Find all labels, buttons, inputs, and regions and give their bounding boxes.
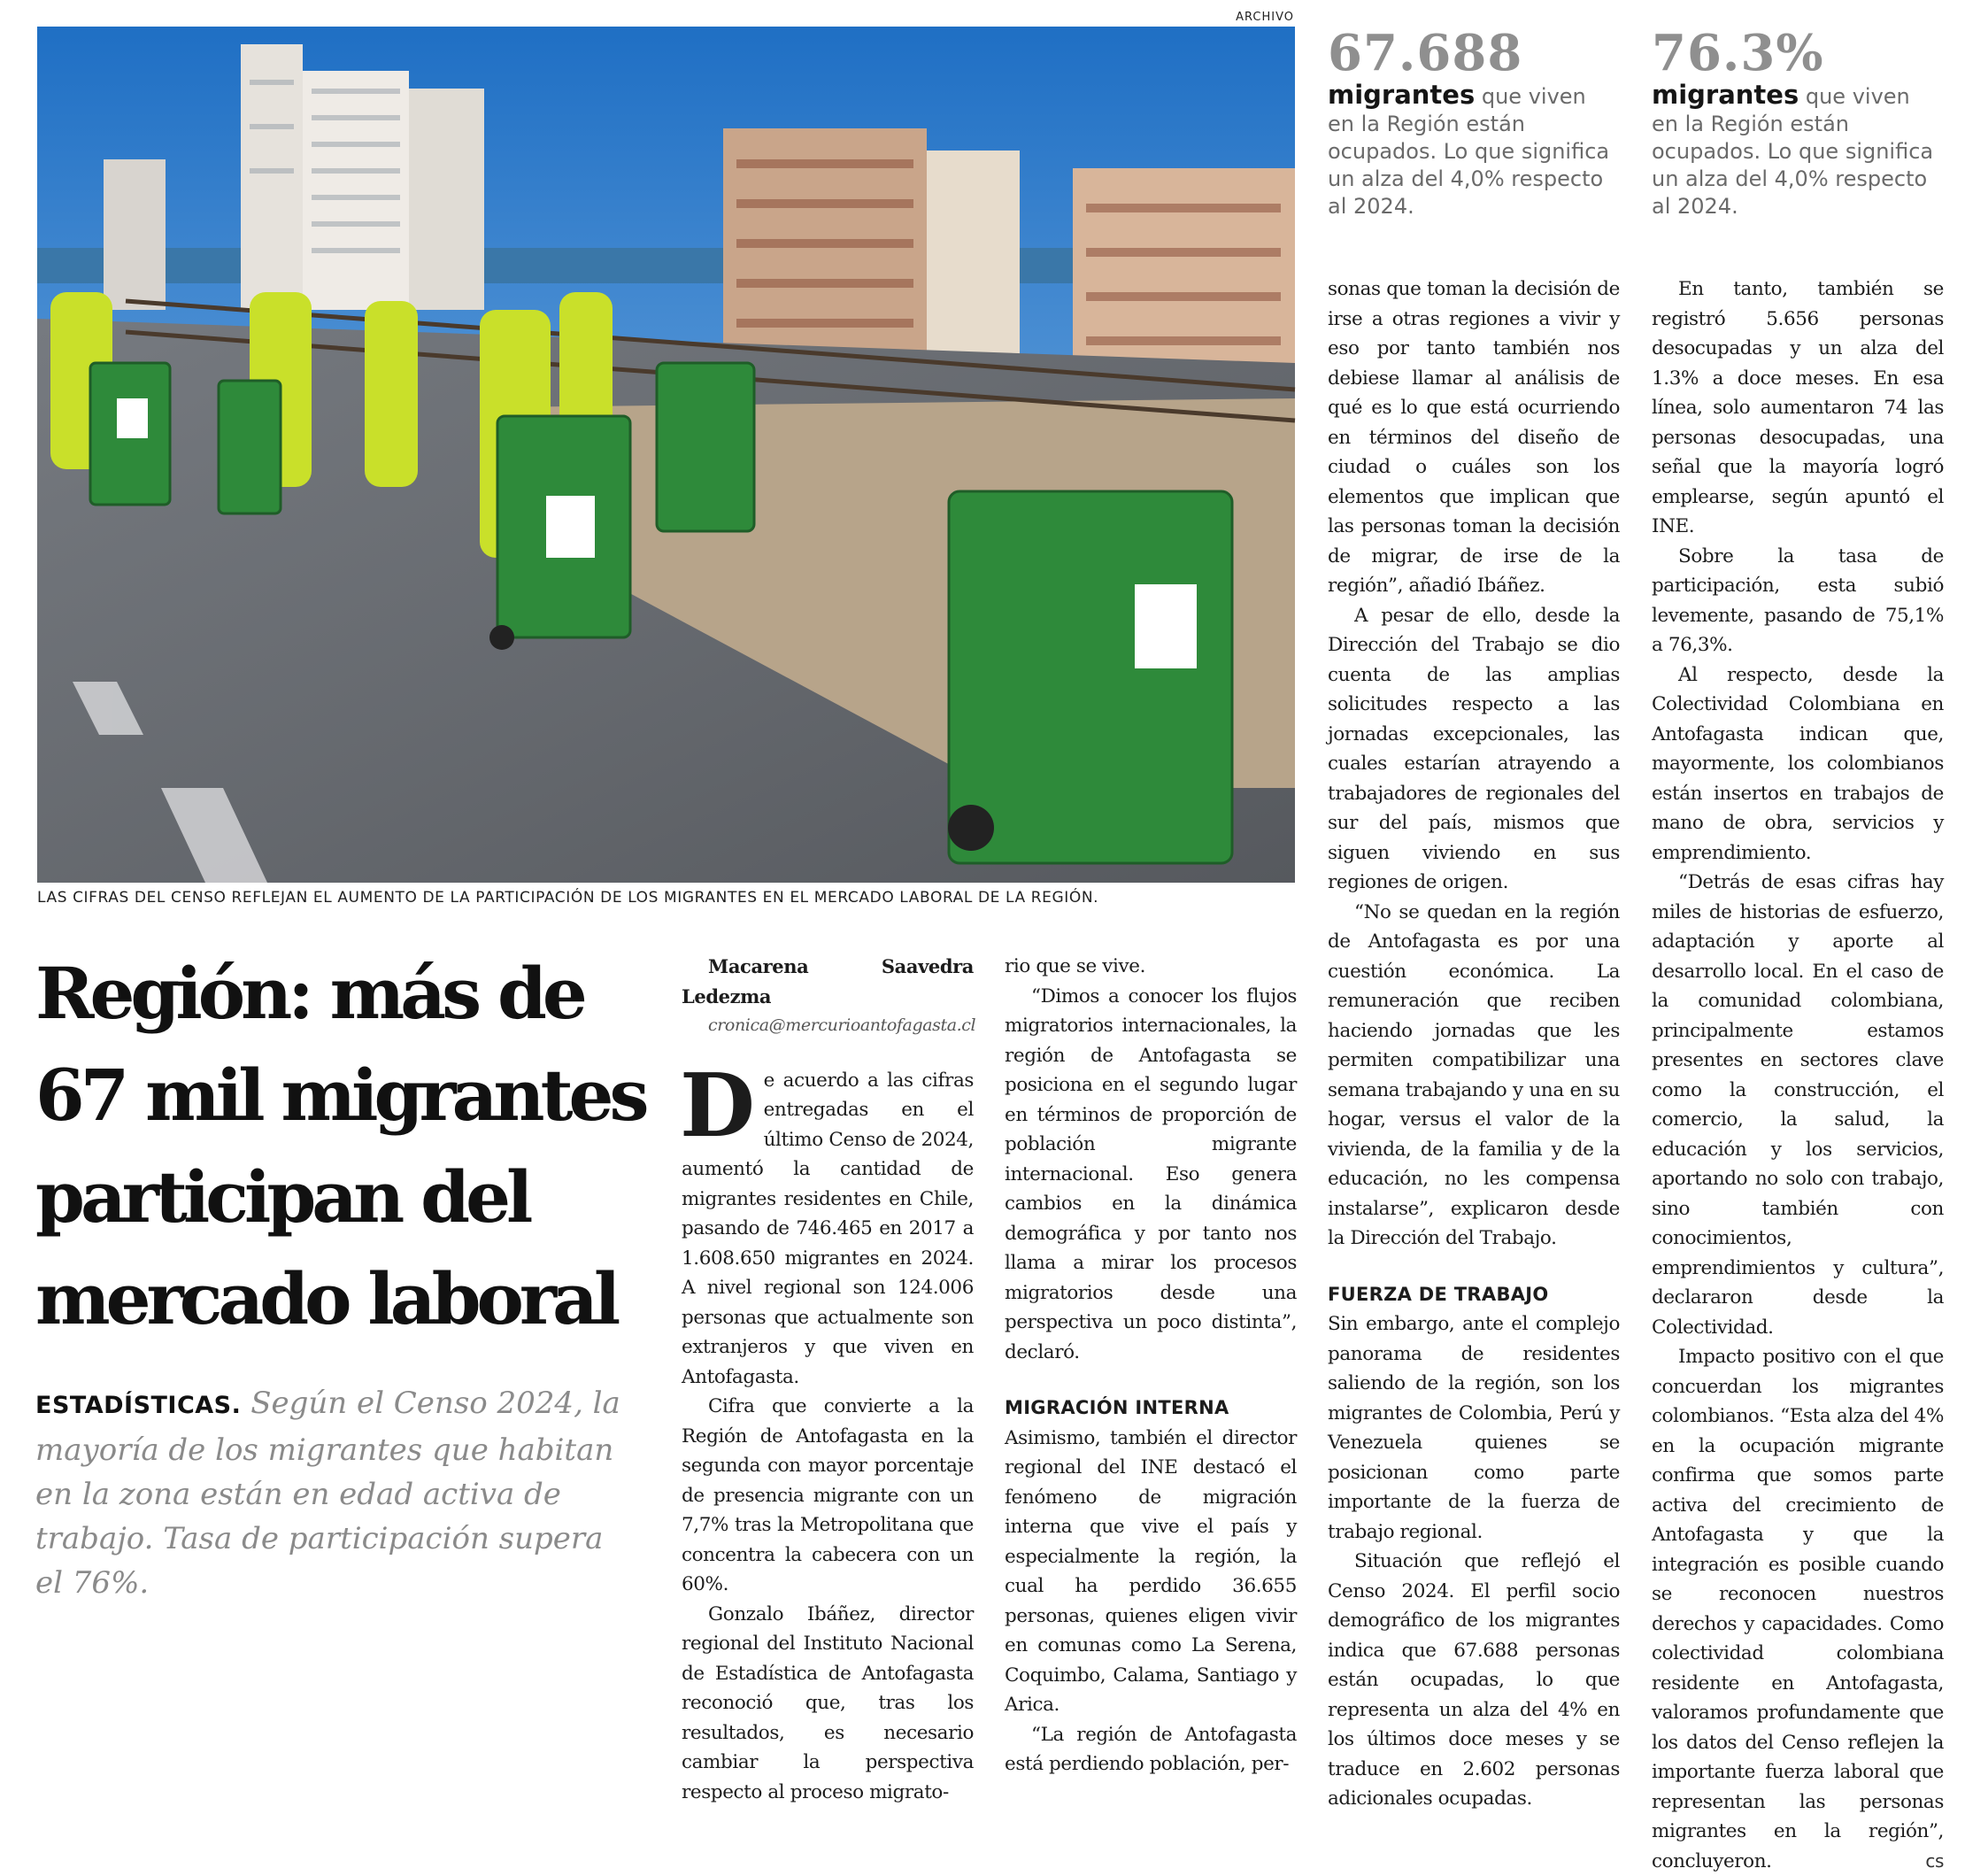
article-column-1: Macarena Saavedra Ledezma cronica@mercurioantofagasta.cl De acuerdo a las cifras entregadas en el último Censo de 2024, aumentó la cantidad de migrantes residentes en Chile, pasando de 746.465 en 2017 a 1.608.650 migrantes en 2024. A nivel regional son 124.006 personas que actualmente son extranjeros y que viven en Antofagasta. Cifra que convierte a la Región de Antofagasta en la segunda con mayor porcentaje de presencia migrante con un 7,7% tras la Metropolitana que concentra la cabecera con un 60%. Gonzalo Ibáñez, director regional del Instituto Nacional de Estadística de Antofagasta reconoció que, tras los resultados, es necesario cambiar la perspectiva respecto al proceso migrato- <box>682 952 974 1807</box>
headline: Región: más de 67 mil migrantes participan del mercado laboral <box>35 943 655 1350</box>
article-column-3: sonas que toman la decisión de irse a otras regiones a vivir y eso por tanto también nos debiese llamar al análisis de qué es lo que está ocurriendo en términos del diseño de ciudad o cuáles son los elementos que implican que las personas toman la decisión de migrar, de irse de la región”, añadió Ibáñez. A pesar de ello, desde la Dirección del Trabajo se dio cuenta de las amplias solicitudes respecto a las jornadas excepcionales, las cuales estarían atrayendo a trabajadores de regionales del sur del país, mismos que siguen viviendo en sus regiones de origen. “No se quedan en la región de Antofagasta es por una cuestión económica. La remuneración que reciben haciendo jornadas que les permiten compatibilizar una semana trabajando y una en su hogar, versus el valor de la vivienda, de la familia y de la educación, no les compensa instalarse”, explicaron desde la Dirección del Trabajo. FUERZA DE TRABAJO Sin embargo, ante el complejo panorama de residentes saliendo de la región, son los migrantes de Colombia, Perú y Venezuela quienes se posicionan como parte importante de la fuerza de trabajo regional. Situación que reflejó el Censo 2024. El perfil socio demográfico de los migrantes indica que 67.688 personas están ocupadas, lo que representa un alza del 4% en los últimos doce meses y se traduce en 2.602 personas adicionales ocupadas. <box>1328 274 1620 1814</box>
author-byline: Macarena Saavedra Ledezma <box>682 952 974 1011</box>
stat-number: 67.688 <box>1328 25 1611 81</box>
stat-box-participacion <box>1652 25 1935 220</box>
news-photo <box>37 27 1295 883</box>
lead-kicker: ESTADÍSTICAS. <box>35 1392 241 1419</box>
stat-text: migrantes que viven en la Región están ocupados. Lo que significa un alza del 4,0% respecto al 2024. <box>1652 81 1935 220</box>
lead-paragraph <box>35 1381 637 1605</box>
lead-text: Según el Censo 2024, la mayoría de los migrantes que habitan en la zona están en edad activa de trabajo. Tasa de participación supera el 76%. <box>35 1386 620 1601</box>
photo-illustration <box>37 27 1295 883</box>
photo-caption: LAS CIFRAS DEL CENSO REFLEJAN EL AUMENTO DE LA PARTICIPACIÓN DE LOS MIGRANTES EN EL MERCADO LABORAL DE LA REGIÓN. <box>37 889 1295 907</box>
subhead-fuerza-trabajo: FUERZA DE TRABAJO <box>1328 1280 1620 1310</box>
author-email[interactable]: cronica@mercurioantofagasta.cl <box>682 1011 974 1041</box>
stat-number: 76.3% <box>1652 25 1935 81</box>
stat-text: migrantes que viven en la Región están ocupados. Lo que significa un alza del 4,0% respecto al 2024. <box>1328 81 1611 220</box>
article-column-2: rio que se vive. “Dimos a conocer los flujos migratorios internacionales, la región de Antofagasta se posiciona en el segundo lugar en términos de proporción de población migrante internacional. Eso genera cambios en la dinámica demográfica y por tanto nos llama a mirar los procesos migratorios desde una perspectiva un poco distinta”, declaró. MIGRACIÓN INTERNA Asimismo, también el director regional del INE destacó el fenómeno de migración interna que vive el país y especialmente la región, la cual ha perdido 36.655 personas, quienes eligen vivir en comunas como La Serena, Coquimbo, Calama, Santiago y Arica. “La región de Antofagasta está perdiendo población, per- <box>1005 952 1297 1779</box>
photo-credit: ARCHIVO <box>1232 11 1294 24</box>
article-column-4: En tanto, también se registró 5.656 personas desocupadas y un alza del 1.3% a doce meses. En esa línea, solo aumentaron 74 las personas desocupadas, una señal que la mayoría logró emplearse, según apuntó el INE. Sobre la tasa de participación, esta subió levemente, pasando de 75,1% a 76,3%. Al respecto, desde la Colectividad Colombiana en Antofagasta indican que, mayormente, los colombianos están insertos en trabajos de mano de obra, servicios y emprendimiento. “Detrás de esas cifras hay miles de historias de esfuerzo, adaptación y aporte al desarrollo local. En el caso de la comunidad colombiana, principalmente estamos presentes en sectores clave como la construcción, el comercio, la salud, la educación y los servicios, aportando no solo con trabajo, sino también con conocimientos, emprendimientos y cultura”, declararon desde la Colectividad. Impacto positivo con el que concuerdan los migrantes colombianos. “Esta alza del 4% en la ocupación migrante confirma que somos parte activa del crecimiento de Antofagasta y que la integración es posible cuando se reconocen nuestros derechos y capacidades. Como colectividad colombiana residente en Antofagasta, valoramos profundamente que los datos del Censo reflejen la importante fuerza laboral que representan las personas migrantes en la región”, concluyeron. cs <box>1652 274 1944 1876</box>
end-mark-icon: cs <box>1899 1847 1944 1876</box>
subhead-migracion-interna: MIGRACIÓN INTERNA <box>1005 1393 1297 1424</box>
stat-box-ocupados <box>1328 25 1611 220</box>
dropcap: D <box>680 1071 755 1142</box>
